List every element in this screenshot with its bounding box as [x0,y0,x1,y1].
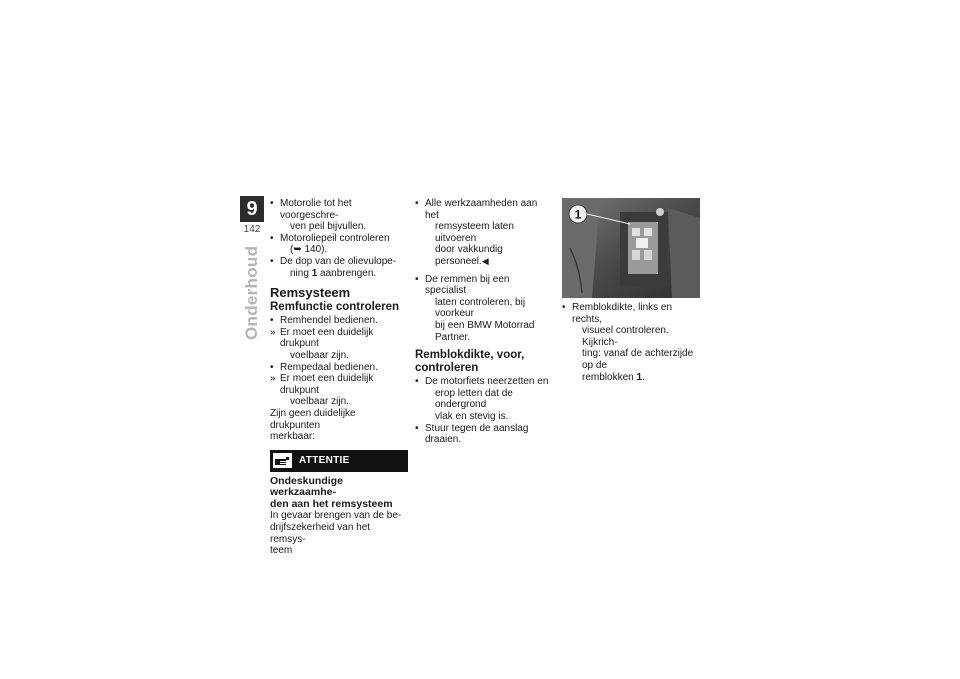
warning-title-line: den aan het remsysteem [270,497,393,510]
section-vertical-label: Onderhoud [242,245,261,340]
item-text-cont: erop letten dat de ondergrond [435,387,513,411]
brake-caliper-photo [562,198,700,298]
chapter-number: 9 [240,196,264,222]
bullet: • [270,232,274,244]
plain-text: Zijn geen duidelijke drukpunten [270,407,356,431]
bullet: • [270,315,274,327]
list-item [415,198,553,268]
item-text-end: door vakkundig personeel. [435,244,503,267]
item-text-cont: ting: vanaf de achterzijde op de [582,348,694,371]
callout-number: 1 [311,267,318,279]
item-text-cont: voelbaar zijn. [290,396,349,408]
result-mark: » [270,326,276,338]
list-item [270,198,408,233]
column-2 [415,198,553,446]
bullet: • [415,273,419,285]
warning-title-line: Ondeskundige werkzaamhe- [270,474,343,499]
chapter-tab [240,196,264,235]
item-text: De dop van de olievulope- [280,255,397,267]
item-text: Alle werkzaamheden aan het [425,198,538,221]
item-text-cont: vlak en stevig is. [435,410,509,422]
callout-number: 1 [636,371,643,383]
item-text-prefix: ning [290,267,312,279]
photo-callout-number: 1 [574,207,582,222]
item-text: Er moet een duidelijk drukpunt [280,326,374,350]
list-item [270,315,408,327]
item-text-cont [572,372,700,384]
warning-body: In gevaar brengen van de be- [270,510,402,522]
list-item [415,423,553,446]
list-item [270,327,408,362]
list-item [415,376,553,422]
bullet: • [270,361,274,373]
item-text: Er moet een duidelijk drukpunt [280,373,374,396]
column-3 [562,198,700,383]
end-mark-icon: ◀ [481,255,489,266]
item-text: Stuur tegen de aanslag draaien. [425,422,529,446]
plain-text: merkbaar: [270,431,316,443]
item-text: Motorolie tot het voorgeschre- [280,198,352,221]
list-item [270,256,408,279]
bullet: • [270,255,274,267]
warning-body: drijfszekerheid van het remsys- [270,522,371,545]
bullet: • [270,198,274,209]
item-text-cont: voelbaar zijn. [290,349,349,361]
subsection-title-line: Remblokdikte, voor, [415,349,525,362]
bullet: • [562,302,566,313]
item-text-cont: bij een BMW Motorrad Partner. [435,319,535,343]
warning-banner [270,450,408,472]
subsection-title [415,349,553,375]
list-item [415,274,553,344]
item-text-cont [280,268,408,280]
page-number: 142 [243,224,261,235]
subsection-title: Remfunctie controleren [270,301,400,314]
item-text-cont: laten controleren, bij voorkeur [435,296,526,320]
section-title: Remsysteem [270,285,351,301]
list-item [562,302,700,383]
item-text: Remblokdikte, links en rechts, [572,302,673,325]
item-text: Rempedaal bedienen. [280,361,378,373]
result-mark: » [270,373,276,385]
item-text-cont: visueel controleren. Kijkrich- [582,325,669,348]
bullet: • [415,198,419,209]
item-text-suffix: . [642,371,645,383]
warning-body: teem [270,545,293,557]
list-item [270,373,408,408]
item-text: De remmen bij een specialist [425,273,510,297]
warning-label: ATTENTIE [299,454,350,466]
bullet: • [415,376,419,388]
list-item [270,233,408,256]
item-text-cont: ven peil bijvullen. [290,221,367,233]
bullet: • [415,422,419,434]
column-1 [270,198,408,557]
item-text-cont [425,244,553,267]
item-text-suffix: aanbrengen. [317,267,377,279]
item-text: Motoroliepeil controleren [280,232,390,244]
page-reference-link[interactable]: (➥ 140). [290,244,328,256]
item-text: De motorfiets neerzetten en [425,376,549,388]
warning-hand-icon [273,453,292,468]
list-item [270,362,408,374]
item-text: Remhendel bedienen. [280,315,378,327]
subsection-title-line: controleren [415,362,479,375]
warning-title [270,476,408,511]
item-text-cont: remsysteem laten uitvoeren [435,221,514,244]
item-text-prefix: remblokken [582,371,637,383]
